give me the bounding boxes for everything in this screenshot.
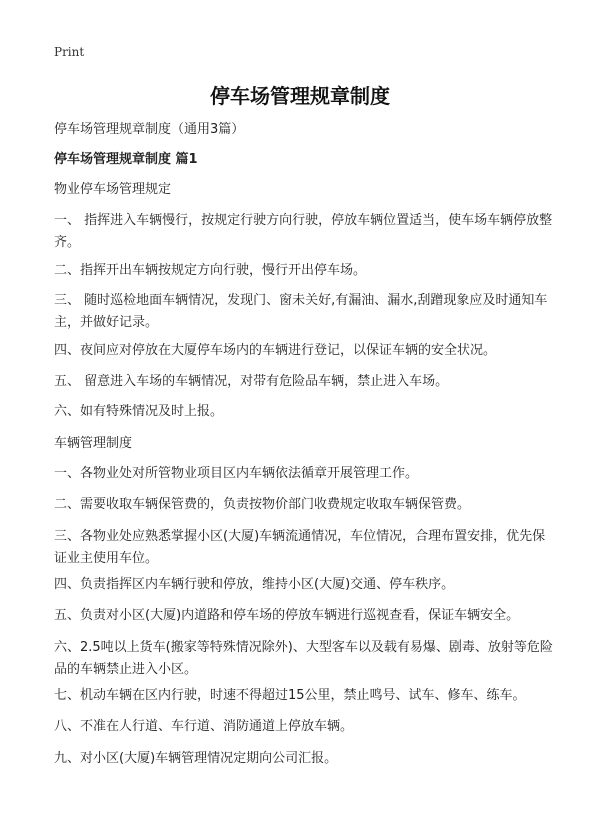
parking-rule-4: 四、夜间应对停放在大厦停车场内的车辆进行登记，以保证车辆的安全状况。: [54, 343, 497, 358]
parking-rule-5: 五、 留意进入车场的车辆情况，对带有危险品车辆，禁止进入车场。: [54, 374, 449, 389]
vehicle-rule-2: 二、需要收取车辆保管费的，负责按物价部门收费规定收取车辆保管费。: [54, 497, 471, 512]
parking-rule-1: 一、 指挥进入车辆慢行，按规定行驶方向行驶，停放车辆位置适当，使车场车辆停放整齐。: [54, 213, 553, 250]
vehicle-rule-9: 九、对小区(大厦)车辆管理情况定期向公司汇报。: [54, 751, 338, 766]
parking-rule-2: 二、指挥开出车辆按规定方向行驶，慢行开出停车场。: [54, 263, 367, 278]
parking-rule-6: 六、如有特殊情况及时上报。: [54, 404, 224, 419]
vehicle-rule-3: 三、各物业处应熟悉掌握小区(大厦)车辆流通情况，车位情况，合理布置安排，优先保证业主使用车位。: [54, 529, 546, 566]
document-title: 停车场管理规章制度: [210, 84, 390, 108]
parking-rule-3: 三、 随时巡检地面车辆情况，发现门、窗未关好,有漏油、漏水,刮蹭现象应及时通知车主，并做好记录。: [54, 293, 548, 330]
vehicle-rule-8: 八、不准在人行道、车行道、消防通道上停放车辆。: [54, 719, 354, 734]
vehicle-rule-7: 七、机动车辆在区内行驶，时速不得超过15公里，禁止鸣号、试车、修车、练车。: [54, 688, 526, 703]
vehicle-section-title: 车辆管理制度: [54, 436, 133, 451]
section-heading: 停车场管理规章制度 篇1: [54, 152, 198, 167]
document-subtitle: 停车场管理规章制度（通用3篇）: [54, 122, 245, 137]
vehicle-rule-5: 五、负责对小区(大厦)内道路和停车场的停放车辆进行巡视查看，保证车辆安全。: [54, 608, 520, 623]
vehicle-rule-6: 六、2.5吨以上货车(搬家等特殊情况除外)、大型客车以及载有易爆、剧毒、放射等危险品的车辆禁止进入小区。: [54, 640, 553, 677]
vehicle-rule-1: 一、各物业处对所管物业项目区内车辆依法循章开展管理工作。: [54, 466, 419, 481]
vehicle-rule-4: 四、负责指挥区内车辆行驶和停放，维持小区(大厦)交通、停车秩序。: [54, 577, 455, 592]
print-label: Print: [54, 45, 85, 59]
parking-section-title: 物业停车场管理规定: [54, 182, 172, 197]
